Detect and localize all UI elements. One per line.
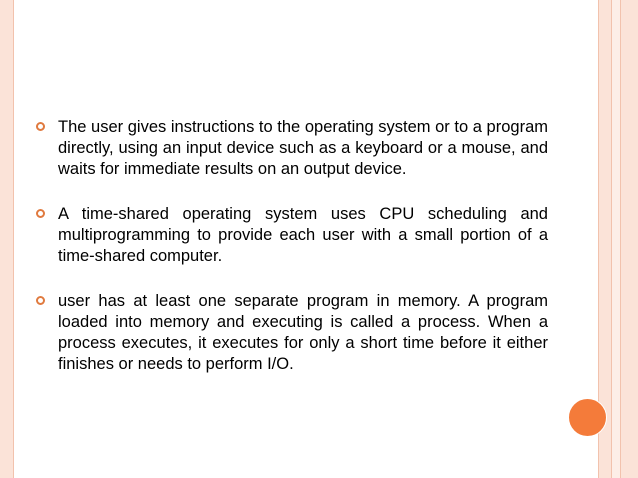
- left-border-line: [13, 0, 14, 478]
- bullet-text: A time-shared operating system uses CPU scheduling and multiprogramming to provide each user with a small portion of a time-shared computer.: [58, 205, 548, 265]
- left-border-decoration: [0, 0, 13, 478]
- bullet-item: [36, 204, 548, 267]
- right-border-stripe: [612, 0, 620, 478]
- bullet-text: user has at least one separate program in memory. A program loaded into memory and executing is called a process. When a process executes, it executes for only a short time before it either finishes or needs to perform I/O.: [58, 292, 548, 373]
- bullet-list: [36, 117, 548, 375]
- bullet-text: The user gives instructions to the operating system or to a program directly, using an input device such as a keyboard or a mouse, and waits for immediate results on an output device.: [58, 118, 548, 178]
- ring-bullet-icon: [36, 209, 45, 218]
- right-border-stripe: [621, 0, 638, 478]
- bullet-item: [36, 291, 548, 375]
- ring-bullet-icon: [36, 296, 45, 305]
- orange-circle-decoration: [568, 398, 607, 437]
- ring-bullet-icon: [36, 122, 45, 131]
- bullet-item: [36, 117, 548, 180]
